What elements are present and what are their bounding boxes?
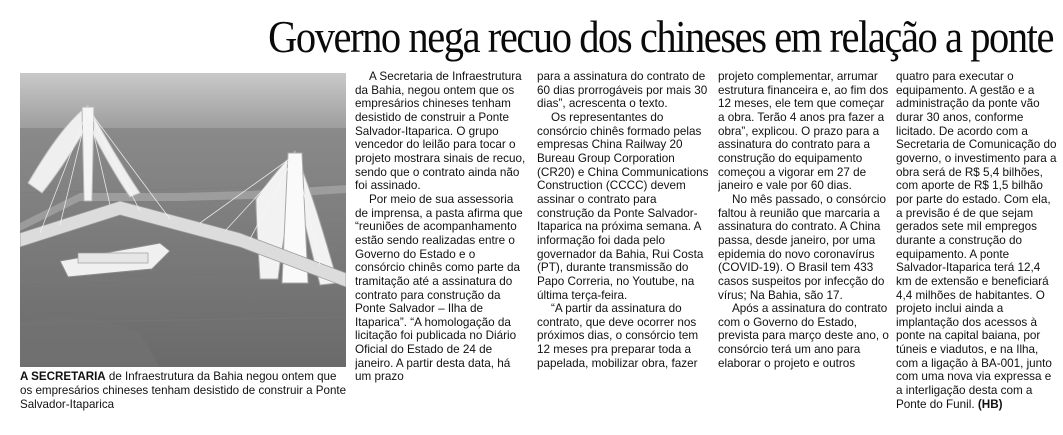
- photo-caption: [20, 370, 350, 413]
- paragraph: Após a assinatura do contrato com o Governo do Estado, prevista para março deste ano, o consórcio terá um ano para elaborar o projeto e outros: [718, 302, 889, 370]
- paragraph: Os representantes do consórcio chinês formado pelas empresas China Railway 20 Bureau Group Corporation (CR20) e China Communications Construction (CCCC) devem assinar o contrato para construção da Ponte Salvador-Itaparica na próxima semana. A informação foi dada pelo governador da Bahia, Rui Costa (PT), durante transmissão do Papo Correria, no Youtube, na última terça-feira.: [537, 110, 709, 302]
- article-column-3: [718, 70, 889, 432]
- article-column-1: [355, 70, 527, 432]
- paragraph: [896, 70, 1057, 411]
- article-column-4: [896, 70, 1057, 432]
- bridge-illustration: [20, 73, 346, 367]
- paragraph: Por meio de sua assessoria de imprensa, a pasta afirma que “reuniões de acompanhamento estão sendo realizadas entre o Governo do Estado e o consórcio chinês como parte da tramitação até a assinatura do contrato para construção da Ponte Salvador – Ilha de Itaparica”. “A homologação da licitação foi publicada no Diário Oficial do Estado de 24 de janeiro. A partir desta data, há um prazo: [355, 192, 523, 384]
- paragraph: para a assinatura do contrato de 60 dias prorrogáveis por mais 30 dias”, acrescenta o texto.: [537, 70, 708, 111]
- author-signature: (HB): [977, 397, 1003, 411]
- bridge-rendering-image: [20, 73, 346, 367]
- caption-text: de Infraestrutura da Bahia negou ontem que os empresários chineses tenham desistido de construir a Ponte Salvador-Itaparica: [20, 370, 347, 412]
- paragraph: “A partir da assinatura do contrato, que deve ocorrer nos próximos dias, o consórcio tem 12 meses pra preparar toda a papelada, mobilizar obra, fazer: [537, 302, 699, 370]
- paragraph-text: quatro para executar o equipamento. A gestão e a administração da ponte vão durar 30 anos, conforme licitado. De acordo com a Secretaria de Comunicação do governo, o investimento para a obra será de R$ 5,4 bilhões, com aporte de R$ 1,5 bilhão por parte do estado. Com ela, a previsão é de que sejam gerados sete mil empregos durante a construção do equipamento. A ponte Salvador-Itaparica terá 12,4 km de extensão e beneficiará 4,4 milhões de habitantes. O projeto inclui ainda a implantação dos acessos à ponte na capital baiana, por túneis e viadutos, e na Ilha, com a ligação à BA-001, junto com uma nova via expressa e a interligação desta com a Ponte do Funil.: [896, 70, 1057, 411]
- paragraph: No mês passado, o consórcio faltou à reunião que marcaria a assinatura do contrato. A China passa, desde janeiro, por uma epidemia do novo coronavírus (COVID-19). O Brasil tem 433 casos suspeitos por infecção do vírus; Na Bahia, são 17.: [718, 192, 886, 302]
- article-column-2: [537, 70, 709, 432]
- paragraph: A Secretaria de Infraestrutura da Bahia, negou ontem que os empresários chineses tenham desistido de construir a Ponte Salvador-Itaparica. O grupo vencedor do leilão para tocar o projeto mostrara sinais de recuo, sendo que o contrato ainda não foi assinado.: [355, 70, 526, 193]
- caption-lead: A SECRETARIA: [20, 370, 106, 383]
- headline: Governo nega recuo dos chineses em relação a ponte: [268, 12, 1053, 62]
- paragraph: projeto complementar, arrumar estrutura financeira e, ao fim dos 12 meses, ele tem que começar a obra. Terão 4 anos pra fazer a obra”, explicou. O prazo para a assinatura do contrato para a construção do equipamento começou a vigorar em 27 de janeiro e vale por 60 dias.: [718, 70, 889, 193]
